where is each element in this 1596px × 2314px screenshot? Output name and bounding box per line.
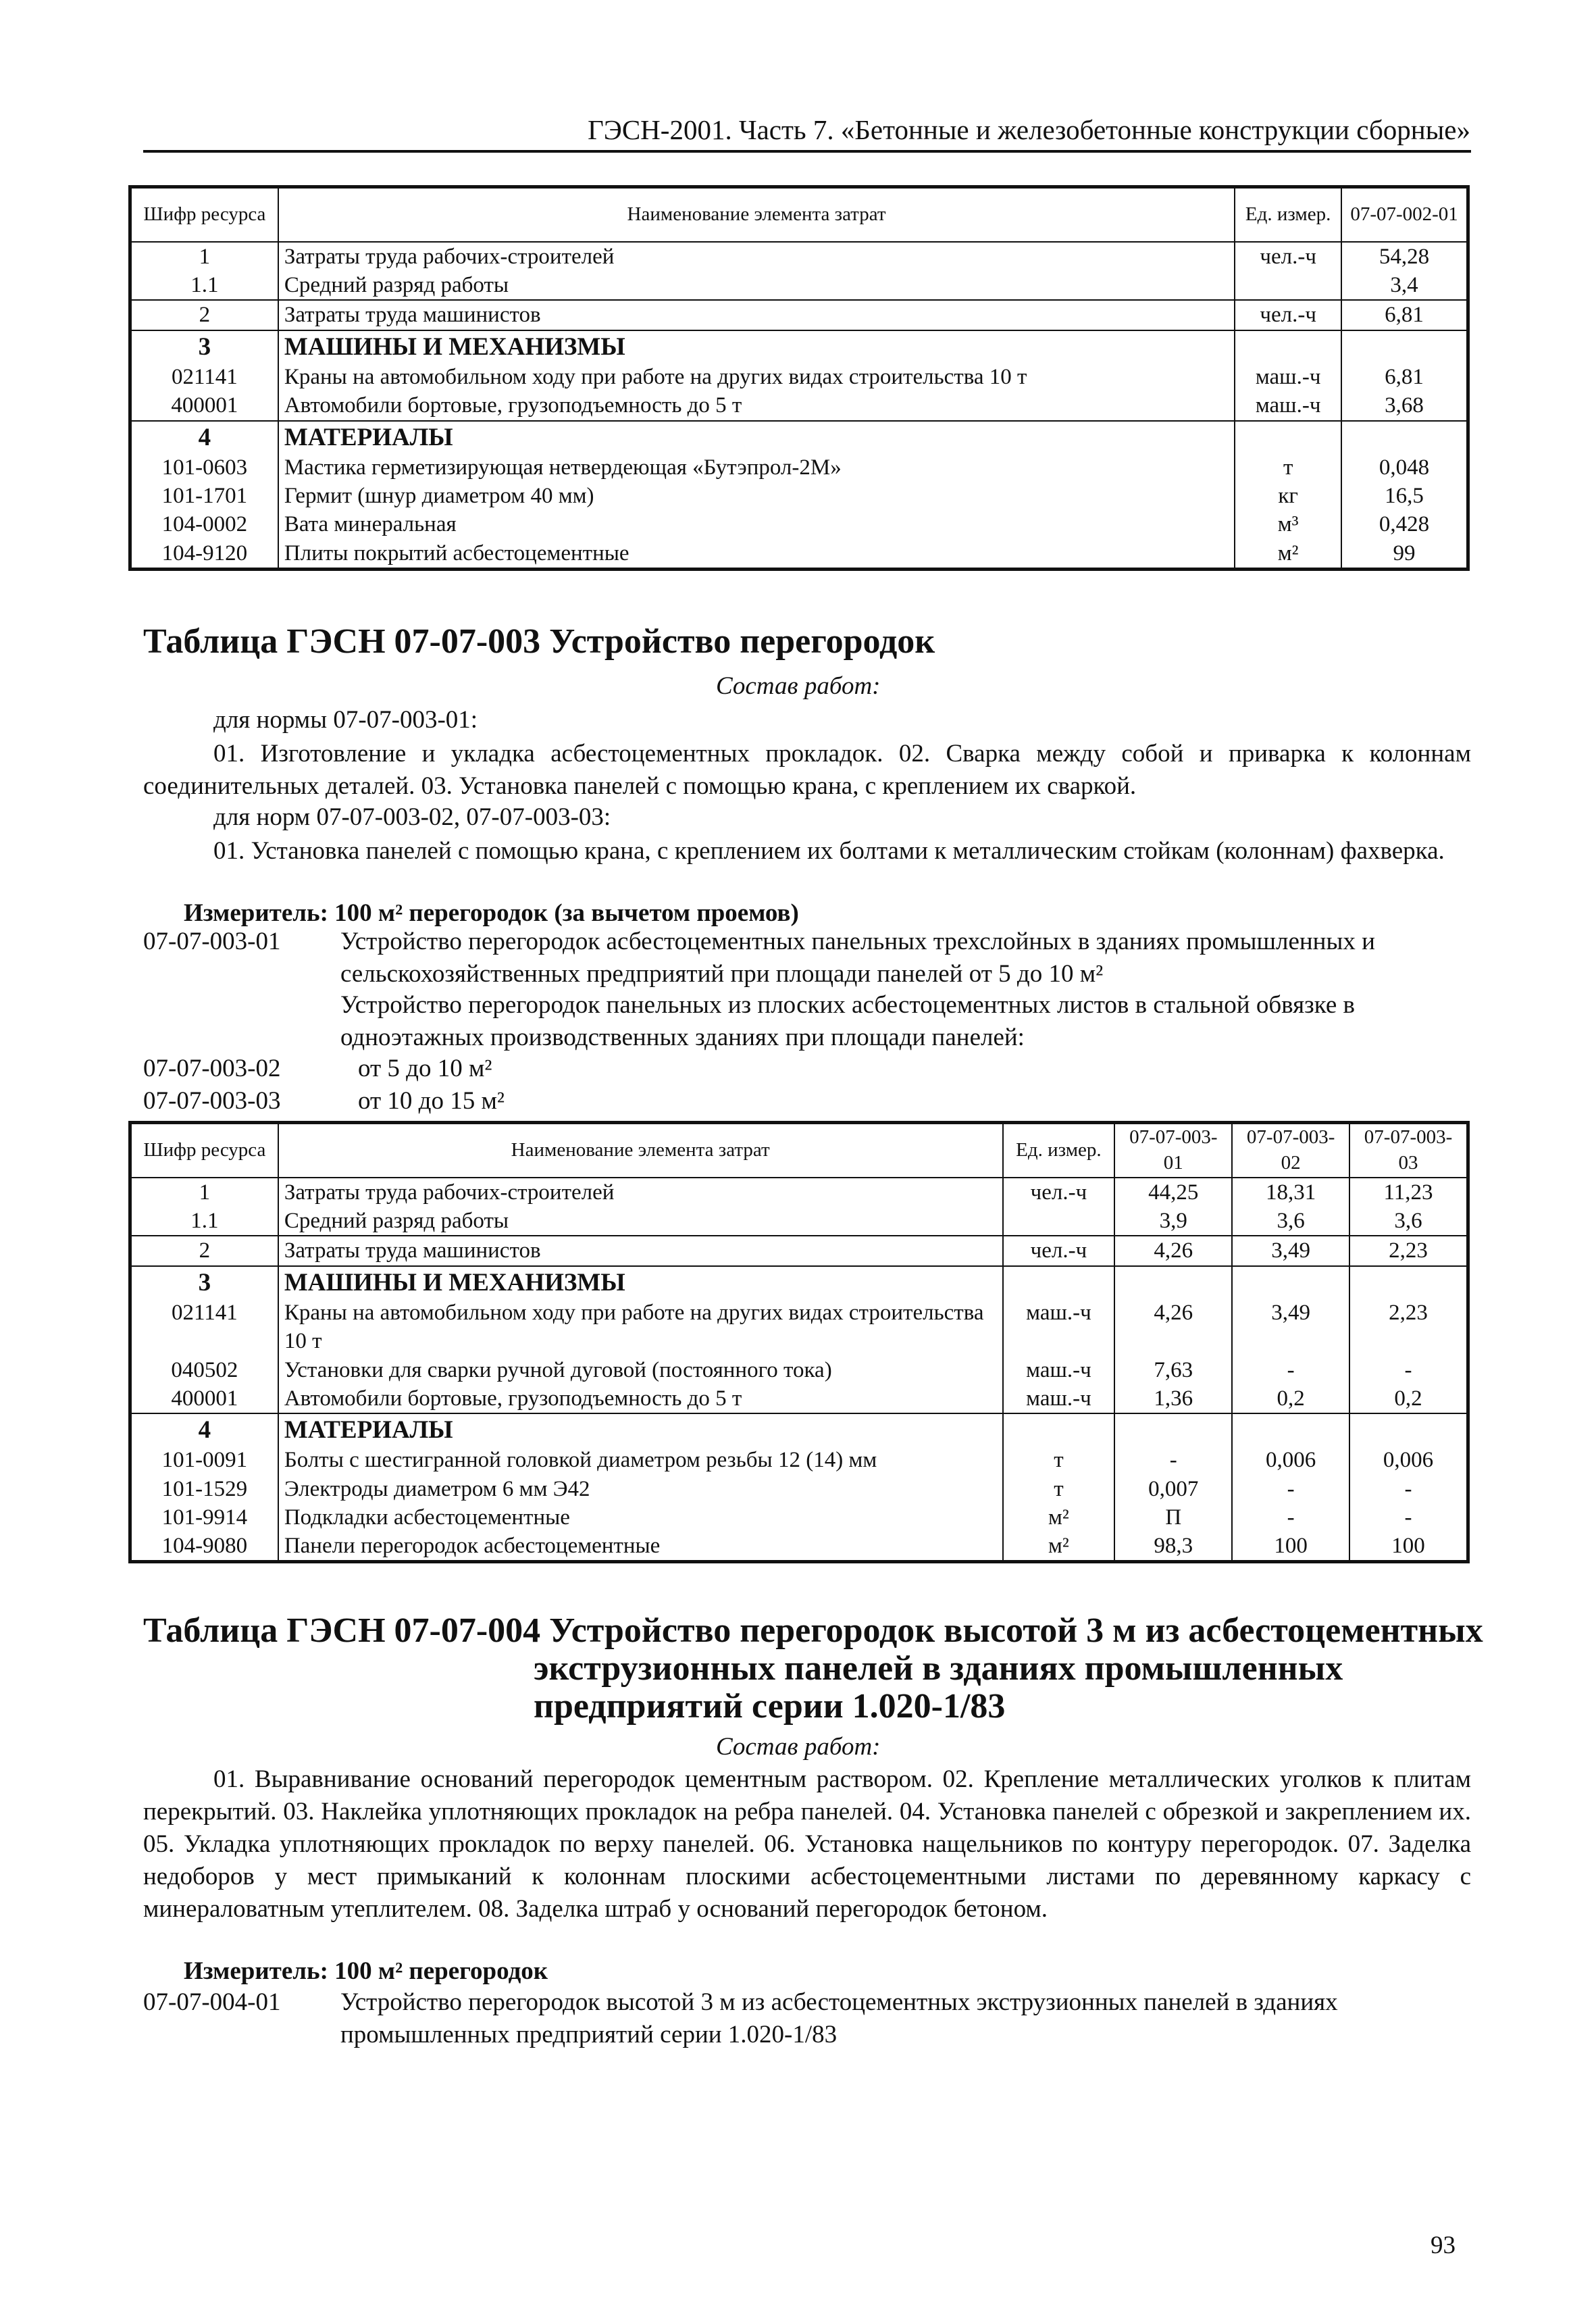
unit-cell: чел.-ч — [1003, 1178, 1115, 1207]
resource-code: 400001 — [131, 391, 278, 420]
value-cell: 3,68 — [1341, 391, 1467, 420]
value-cell: 11,23 — [1349, 1178, 1467, 1207]
resource-name: Болты с шестигранной головкой диаметром резьбы 12 (14) мм — [278, 1446, 1003, 1474]
value-cell — [1349, 1413, 1467, 1446]
table-row — [131, 539, 1467, 568]
norm-code: 07-07-004-01 — [143, 1988, 281, 2016]
resource-code: 1 — [131, 1178, 278, 1207]
table-title-line: экструзионных панелей в зданиях промышленных — [534, 1649, 1343, 1688]
table-row — [131, 421, 1467, 453]
resource-code: 101-9914 — [131, 1503, 278, 1532]
running-header: ГЭСН-2001. Часть 7. «Бетонные и железобетонные конструкции сборные» — [588, 114, 1470, 145]
value-cell: 3,6 — [1232, 1207, 1349, 1236]
value-cell: 0,428 — [1341, 510, 1467, 538]
measure-unit: Измеритель: 100 м² перегородок (за вычетом проемов) — [184, 899, 799, 927]
resource-code: 101-1529 — [131, 1475, 278, 1503]
unit-cell — [1235, 271, 1341, 300]
norm-label: для нормы 07-07-003-01: — [213, 706, 478, 734]
composition-label: Состав работ: — [716, 672, 881, 700]
norm-code: 07-07-003-01 — [143, 928, 281, 955]
resource-name: Затраты труда рабочих-строителей — [278, 242, 1235, 271]
table-row — [131, 1207, 1467, 1236]
resource-code: 4 — [131, 421, 278, 453]
value-cell: - — [1232, 1475, 1349, 1503]
value-cell — [1114, 1413, 1232, 1446]
resource-code: 1.1 — [131, 1207, 278, 1236]
table-row — [131, 510, 1467, 538]
unit-cell: т — [1235, 453, 1341, 482]
value-cell: 0,2 — [1232, 1384, 1349, 1413]
value-cell: 18,31 — [1232, 1178, 1349, 1207]
resource-code: 1 — [131, 242, 278, 271]
column-header: Шифр ресурса — [131, 1124, 278, 1178]
table-row — [131, 242, 1467, 271]
unit-cell — [1235, 421, 1341, 453]
value-cell: 3,49 — [1232, 1236, 1349, 1265]
table-row — [131, 1236, 1467, 1265]
resource-name: Мастика герметизирующая нетвердеющая «Бутэпрол-2М» — [278, 453, 1235, 482]
unit-cell: чел.-ч — [1003, 1236, 1115, 1265]
composition-label: Состав работ: — [716, 1733, 881, 1761]
value-cell: П — [1114, 1503, 1232, 1532]
value-cell — [1232, 1413, 1349, 1446]
value-cell — [1341, 330, 1467, 363]
value-cell: 98,3 — [1114, 1532, 1232, 1561]
unit-cell — [1003, 1413, 1115, 1446]
value-cell — [1232, 1266, 1349, 1299]
table-row — [131, 1532, 1467, 1561]
header-rule — [143, 150, 1471, 153]
unit-cell: маш.-ч — [1003, 1299, 1115, 1355]
column-header: Шифр ресурса — [131, 188, 278, 242]
unit-cell: м² — [1003, 1503, 1115, 1532]
resource-name: Автомобили бортовые, грузоподъемность до 5 т — [278, 1384, 1003, 1413]
value-cell: 0,006 — [1232, 1446, 1349, 1474]
norm-description: от 5 до 10 м² — [358, 1055, 492, 1082]
unit-cell: маш.-ч — [1235, 363, 1341, 391]
resource-table-07-07-003 — [130, 1123, 1468, 1561]
value-cell: 16,5 — [1341, 482, 1467, 510]
resource-code: 101-0091 — [131, 1446, 278, 1474]
column-header: Наименование элемента затрат — [278, 1124, 1003, 1178]
unit-cell: м³ — [1235, 510, 1341, 538]
resource-code: 3 — [131, 330, 278, 363]
unit-cell: чел.-ч — [1235, 300, 1341, 330]
table-row — [131, 330, 1467, 363]
resource-name: МАШИНЫ И МЕХАНИЗМЫ — [278, 330, 1235, 363]
value-cell: 0,006 — [1349, 1446, 1467, 1474]
table-row — [131, 1356, 1467, 1384]
value-cell: 100 — [1349, 1532, 1467, 1561]
table-row — [131, 363, 1467, 391]
resource-name: Плиты покрытий асбестоцементные — [278, 539, 1235, 568]
value-cell: 0,007 — [1114, 1475, 1232, 1503]
norm-description: Устройство перегородок высотой 3 м из асбестоцементных экструзионных панелей в зданиях промышленных предприятий серии 1.020-1/83 — [340, 1988, 1338, 2048]
table-row — [131, 1503, 1467, 1532]
resource-name: Гермит (шнур диаметром 40 мм) — [278, 482, 1235, 510]
unit-cell — [1235, 330, 1341, 363]
value-cell: 6,81 — [1341, 300, 1467, 330]
value-cell: 3,9 — [1114, 1207, 1232, 1236]
value-cell: 7,63 — [1114, 1356, 1232, 1384]
unit-cell: кг — [1235, 482, 1341, 510]
column-header: 07-07-003-01 — [1114, 1124, 1232, 1178]
measure-unit: Измеритель: 100 м² перегородок — [184, 1957, 548, 1985]
value-cell: 2,23 — [1349, 1236, 1467, 1265]
resource-name: МАТЕРИАЛЫ — [278, 1413, 1003, 1446]
norm-code: 07-07-003-02 — [143, 1055, 281, 1082]
value-cell: 99 — [1341, 539, 1467, 568]
table-row — [131, 1475, 1467, 1503]
unit-cell — [1003, 1266, 1115, 1299]
table-row — [131, 482, 1467, 510]
norm-label: для норм 07-07-003-02, 07-07-003-03: — [213, 803, 611, 831]
value-cell: 4,26 — [1114, 1299, 1232, 1355]
value-cell: 100 — [1232, 1532, 1349, 1561]
value-cell: - — [1232, 1503, 1349, 1532]
page-number: 93 — [1431, 2232, 1456, 2259]
resource-name: Установки для сварки ручной дуговой (постоянного тока) — [278, 1356, 1003, 1384]
value-cell: 0,2 — [1349, 1384, 1467, 1413]
value-cell — [1349, 1266, 1467, 1299]
unit-cell: т — [1003, 1475, 1115, 1503]
unit-cell — [1003, 1207, 1115, 1236]
unit-cell: т — [1003, 1446, 1115, 1474]
unit-cell: маш.-ч — [1003, 1384, 1115, 1413]
value-cell: - — [1349, 1356, 1467, 1384]
norm-description: Устройство перегородок асбестоцементных панельных трехслойных в зданиях промышленных и сельскохозяйственных предприятий при площади панелей от 5 до 10 м² — [340, 928, 1375, 988]
column-header: Наименование элемента затрат — [278, 188, 1235, 242]
unit-cell: м² — [1003, 1532, 1115, 1561]
unit-cell: м² — [1235, 539, 1341, 568]
resource-name: МАШИНЫ И МЕХАНИЗМЫ — [278, 1266, 1003, 1299]
table-row — [131, 1178, 1467, 1207]
table-row — [131, 391, 1467, 420]
table-row — [131, 1299, 1467, 1355]
resource-code: 104-0002 — [131, 510, 278, 538]
norm-code: 07-07-003-03 — [143, 1087, 281, 1115]
resource-name: Средний разряд работы — [278, 271, 1235, 300]
value-cell: 1,36 — [1114, 1384, 1232, 1413]
table-title-line: предприятий серии 1.020-1/83 — [534, 1687, 1006, 1726]
resource-code: 1.1 — [131, 271, 278, 300]
resource-code: 400001 — [131, 1384, 278, 1413]
column-header: Ед. измер. — [1235, 188, 1341, 242]
work-composition-text: 01. Выравнивание оснований перегородок цементным раствором. 02. Крепление металлических уголков к плитам перекрытий. 03. Наклейка уплотняющих прокладок на ребра панелей. 04. Установка панелей с обрезкой и закреплением их. 05. Укладка уплотняющих прокладок по верху панелей. 06. Установка нащельников по контуру перегородок. 07. Заделка недоборов у мест примыканий к колоннам плоскими асбестоцементными листами по деревянному каркасу с минераловатным утеплителем. 08. Заделка штраб у оснований перегородок бетоном. — [143, 1765, 1471, 1923]
value-cell: 3,6 — [1349, 1207, 1467, 1236]
resource-code: 021141 — [131, 1299, 278, 1355]
resource-name: Панели перегородок асбестоцементные — [278, 1532, 1003, 1561]
norm-description: от 10 до 15 м² — [358, 1087, 505, 1115]
column-header: Ед. измер. — [1003, 1124, 1115, 1178]
value-cell: 6,81 — [1341, 363, 1467, 391]
unit-cell: маш.-ч — [1003, 1356, 1115, 1384]
value-cell: 3,49 — [1232, 1299, 1349, 1355]
value-cell: 2,23 — [1349, 1299, 1467, 1355]
resource-code: 040502 — [131, 1356, 278, 1384]
resource-code: 021141 — [131, 363, 278, 391]
resource-name: Средний разряд работы — [278, 1207, 1003, 1236]
resource-name: Подкладки асбестоцементные — [278, 1503, 1003, 1532]
resource-code: 104-9080 — [131, 1532, 278, 1561]
table-row — [131, 300, 1467, 330]
resource-code: 4 — [131, 1413, 278, 1446]
resource-code: 2 — [131, 1236, 278, 1265]
column-header: 07-07-003-03 — [1349, 1124, 1467, 1178]
value-cell: 3,4 — [1341, 271, 1467, 300]
table-row — [131, 1384, 1467, 1413]
value-cell — [1341, 421, 1467, 453]
resource-name: Электроды диаметром 6 мм Э42 — [278, 1475, 1003, 1503]
resource-code: 101-1701 — [131, 482, 278, 510]
unit-cell: маш.-ч — [1235, 391, 1341, 420]
resource-name: МАТЕРИАЛЫ — [278, 421, 1235, 453]
value-cell: - — [1114, 1446, 1232, 1474]
value-cell: - — [1349, 1503, 1467, 1532]
resource-name: Затраты труда машинистов — [278, 300, 1235, 330]
value-cell: - — [1232, 1356, 1349, 1384]
value-cell — [1114, 1266, 1232, 1299]
resource-code: 104-9120 — [131, 539, 278, 568]
table-row — [131, 453, 1467, 482]
work-composition-text: 01. Изготовление и укладка асбестоцементных прокладок. 02. Сварка между собой и приварка к колоннам соединительных деталей. 03. Установка панелей с помощью крана, с креплением их сваркой. — [143, 740, 1471, 800]
unit-cell: чел.-ч — [1235, 242, 1341, 271]
value-cell: - — [1349, 1475, 1467, 1503]
norm-group-intro: Устройство перегородок панельных из плоских асбестоцементных листов в стальной обвязке в одноэтажных производственных зданиях при площади панелей: — [340, 991, 1355, 1051]
resource-name: Затраты труда рабочих-строителей — [278, 1178, 1003, 1207]
work-composition-text: 01. Установка панелей с помощью крана, с креплением их болтами к металлическим стойкам (колоннам) фахверка. — [213, 837, 1445, 865]
resource-table-07-07-002 — [130, 187, 1468, 569]
value-cell: 4,26 — [1114, 1236, 1232, 1265]
resource-name: Вата минеральная — [278, 510, 1235, 538]
resource-code: 101-0603 — [131, 453, 278, 482]
table-row — [131, 1266, 1467, 1299]
value-cell: 0,048 — [1341, 453, 1467, 482]
table-title: Таблица ГЭСН 07-07-003 Устройство перегородок — [143, 622, 935, 661]
table-row — [131, 1446, 1467, 1474]
resource-code: 3 — [131, 1266, 278, 1299]
resource-name: Автомобили бортовые, грузоподъемность до 5 т — [278, 391, 1235, 420]
value-cell: 44,25 — [1114, 1178, 1232, 1207]
value-cell: 54,28 — [1341, 242, 1467, 271]
resource-name: Краны на автомобильном ходу при работе на других видах строительства 10 т — [278, 1299, 1003, 1355]
resource-code: 2 — [131, 300, 278, 330]
table-title-line: Таблица ГЭСН 07-07-004 Устройство перегородок высотой 3 м из асбестоцементных — [143, 1611, 1483, 1650]
column-header: 07-07-003-02 — [1232, 1124, 1349, 1178]
resource-name: Затраты труда машинистов — [278, 1236, 1003, 1265]
table-row — [131, 271, 1467, 300]
resource-name: Краны на автомобильном ходу при работе на других видах строительства 10 т — [278, 363, 1235, 391]
column-header: 07-07-002-01 — [1341, 188, 1467, 242]
table-row — [131, 1413, 1467, 1446]
